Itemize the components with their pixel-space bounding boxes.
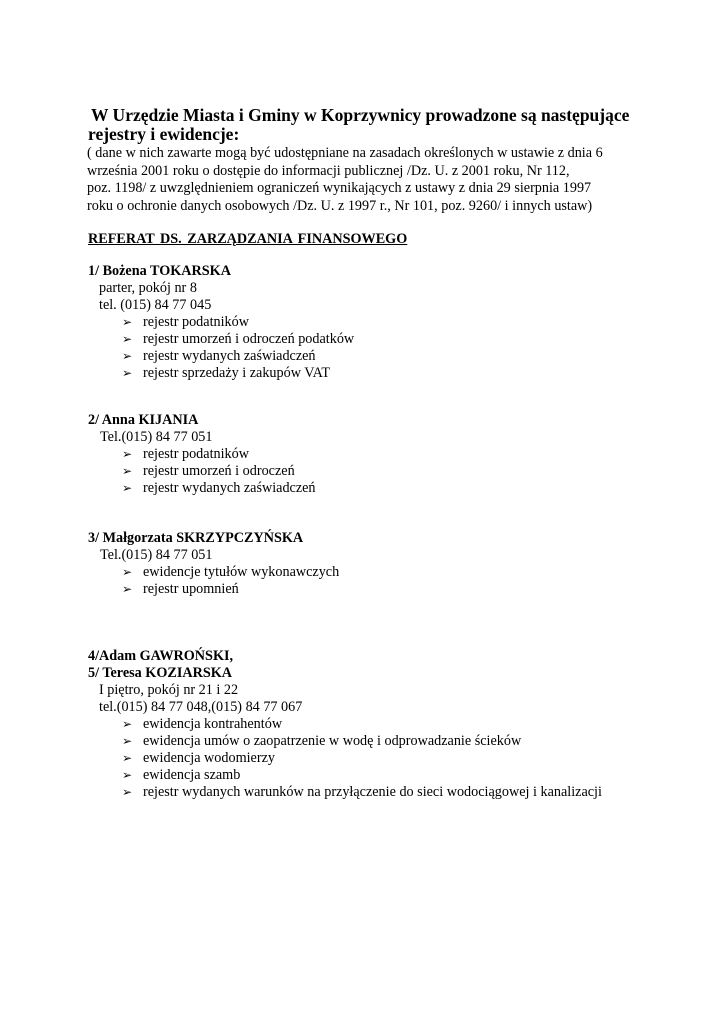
person-name: 3/ Małgorzata SKRZYPCZYŃSKA [88, 530, 304, 546]
phone-number: tel. (015) 84 77 045 [99, 297, 212, 313]
list-item [88, 750, 648, 767]
arrowhead-bullet-icon: ➢ [122, 315, 133, 329]
register-list [88, 314, 648, 382]
arrowhead-bullet-icon: ➢ [122, 366, 133, 380]
phone-number: Tel.(015) 84 77 051 [100, 547, 213, 563]
list-item [88, 331, 648, 348]
list-item [88, 446, 648, 463]
arrowhead-bullet-icon: ➢ [122, 717, 133, 731]
list-item-label: rejestr wydanych zaświadczeń [143, 348, 316, 364]
arrowhead-bullet-icon: ➢ [122, 349, 133, 363]
list-item-label: ewidencja kontrahentów [143, 716, 283, 732]
person-name: 5/ Teresa KOZIARSKA [88, 665, 233, 681]
intro-line: poz. 1198/ z uwzględnieniem ograniczeń wynikających z ustawy z dnia 29 sierpnia 1997 [87, 180, 592, 197]
register-list [88, 446, 648, 497]
person-name: 1/ Bożena TOKARSKA [88, 263, 231, 279]
arrowhead-bullet-icon: ➢ [122, 464, 133, 478]
intro-paragraph [87, 145, 647, 215]
list-item [88, 581, 648, 598]
list-item-label: rejestr umorzeń i odroczeń [143, 463, 295, 479]
title-line-2: rejestry i ewidencje: [88, 124, 240, 144]
list-item [88, 463, 648, 480]
person-group-1 [88, 263, 648, 382]
list-item-label: rejestr wydanych warunków na przyłączenie do sieci wodociągowej i kanalizacji [143, 784, 602, 800]
office-location: parter, pokój nr 8 [99, 280, 197, 296]
phone-number: Tel.(015) 84 77 051 [100, 429, 213, 445]
list-item [88, 365, 648, 382]
intro-line: ( dane w nich zawarte mogą być udostępniane na zasadach określonych w ustawie z dnia 6 [87, 145, 603, 161]
list-item-label: ewidencja umów o zaopatrzenie w wodę i odprowadzanie ścieków [143, 733, 522, 749]
list-item [88, 564, 648, 581]
intro-line: roku o ochronie danych osobowych /Dz. U. z 1997 r., Nr 101, poz. 9260/ i innych ustaw) [87, 197, 593, 214]
list-item-label: ewidencja wodomierzy [143, 750, 275, 766]
arrowhead-bullet-icon: ➢ [122, 332, 133, 346]
list-item-label: rejestr umorzeń i odroczeń podatków [143, 331, 355, 347]
person-group-4-5 [88, 648, 648, 801]
list-item-label: rejestr podatników [143, 446, 249, 462]
arrowhead-bullet-icon: ➢ [122, 734, 133, 748]
arrowhead-bullet-icon: ➢ [122, 565, 133, 579]
intro-line: września 2001 roku o dostępie do informacji publicznej /Dz. U. z 2001 roku, Nr 112, [87, 162, 570, 179]
arrowhead-bullet-icon: ➢ [122, 768, 133, 782]
list-item [88, 784, 648, 801]
arrowhead-bullet-icon: ➢ [122, 785, 133, 799]
document-title [88, 106, 648, 144]
person-group-3 [88, 530, 648, 598]
arrowhead-bullet-icon: ➢ [122, 447, 133, 461]
list-item [88, 480, 648, 497]
arrowhead-bullet-icon: ➢ [122, 481, 133, 495]
arrowhead-bullet-icon: ➢ [122, 751, 133, 765]
list-item [88, 733, 648, 750]
section-heading: REFERAT DS. ZARZĄDZANIA FINANSOWEGO [88, 231, 408, 247]
person-name: 2/ Anna KIJANIA [88, 412, 199, 428]
register-list [88, 564, 648, 598]
arrowhead-bullet-icon: ➢ [122, 582, 133, 596]
list-item-label: rejestr upomnień [143, 581, 239, 597]
list-item [88, 767, 648, 784]
list-item [88, 716, 648, 733]
office-location: I piętro, pokój nr 21 i 22 [99, 682, 239, 698]
person-name: 4/Adam GAWROŃSKI, [88, 648, 234, 664]
register-list [88, 716, 648, 801]
list-item-label: ewidencje tytułów wykonawczych [143, 564, 340, 580]
list-item-label: ewidencja szamb [143, 767, 241, 783]
list-item [88, 348, 648, 365]
title-line-1: W Urzędzie Miasta i Gminy w Koprzywnicy prowadzone są następujące [91, 105, 630, 125]
list-item-label: rejestr sprzedaży i zakupów VAT [143, 365, 331, 381]
person-group-2 [88, 412, 648, 497]
list-item-label: rejestr wydanych zaświadczeń [143, 480, 316, 496]
phone-number: tel.(015) 84 77 048,(015) 84 77 067 [99, 699, 303, 715]
list-item-label: rejestr podatników [143, 314, 249, 330]
list-item [88, 314, 648, 331]
